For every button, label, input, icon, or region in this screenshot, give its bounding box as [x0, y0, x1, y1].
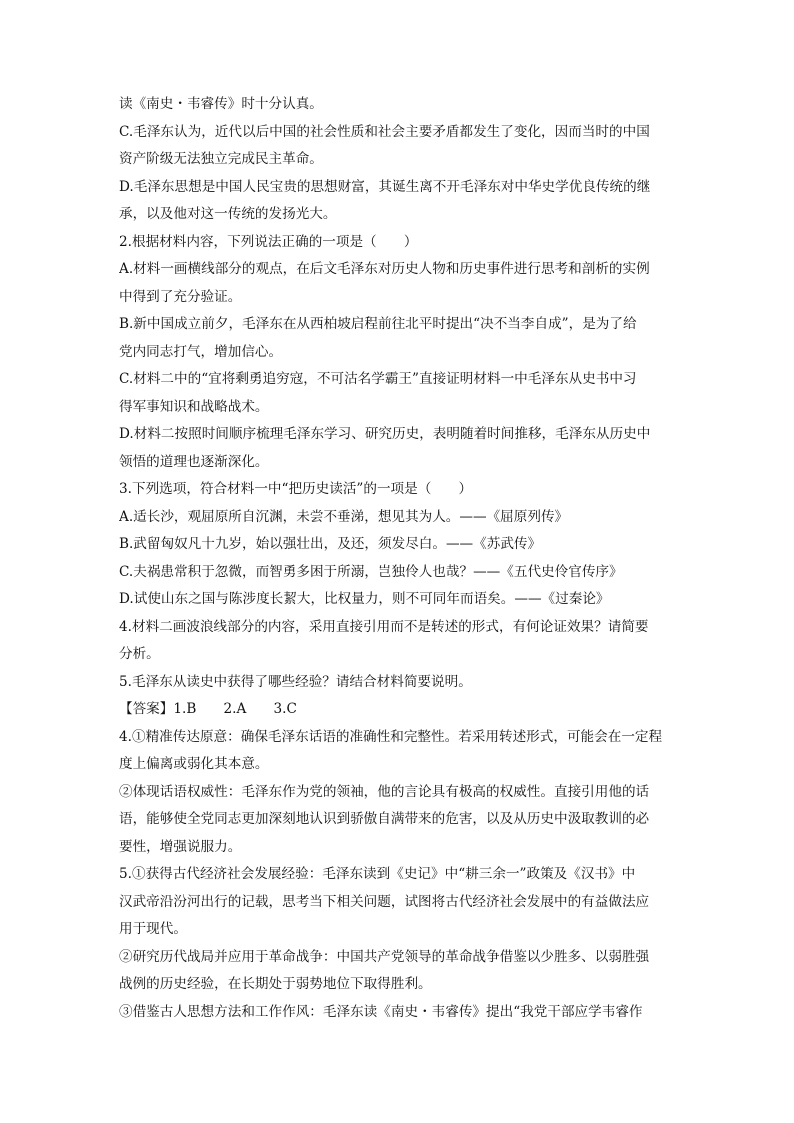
answer-4-point-2: ②体现话语权威性：毛泽东作为党的领袖，他的言论具有极高的权威性。直接引用他的话	[119, 783, 650, 800]
question-2-option-c: C.材料二中的“宜将剩勇追穷寇，不可沽名学霸王”直接证明材料一中毛泽东从史书中习	[119, 371, 637, 387]
text-line: 中得到了充分验证。	[119, 288, 242, 305]
question-3-option-a: A.适长沙，观屈原所自沉渊，未尝不垂涕，想见其为人。——《屈原列传》	[119, 508, 569, 525]
text-line: 承，以及他对这一传统的发扬光大。	[119, 206, 337, 222]
question-3-option-c: C.夫祸患常积于忽微，而智勇多困于所溺，岂独伶人也哉？——《五代史伶官传序》	[119, 563, 623, 580]
text-line: 战例的历史经验，在长期处于弱势地位下取得胜利。	[119, 976, 432, 992]
question-3-option-b: B.武留匈奴凡十九岁，始以强壮出，及还，须发尽白。——《苏武传》	[119, 536, 542, 552]
text-line: 分析。	[119, 646, 160, 662]
answer-5-point-2: ②研究历代战局并应用于革命战争：中国共产党领导的革命战争借鉴以少胜多、以弱胜强	[119, 948, 650, 965]
question-3-stem: 3.下列选项，符合材料一中“把历史读活”的一项是（ ）	[119, 481, 473, 497]
question-2-stem: 2.根据材料内容，下列说法正确的一项是（ ）	[119, 233, 418, 250]
text-line: C.毛泽东认为，近代以后中国的社会性质和社会主要矛盾都发生了变化，因而当时的中国	[119, 123, 650, 140]
document-body	[119, 91, 679, 1026]
text-line: 要性，增强说服力。	[119, 838, 242, 855]
question-2-option-b: B.新中国成立前夕，毛泽东在从西柏坡启程前往北平时提出“决不当李自成”，是为了给	[119, 316, 637, 332]
answer-5-point-1: 5.①获得古代经济社会发展经验：毛泽东读到《史记》中“耕三余一”政策及《汉书》中	[119, 866, 636, 882]
question-2-option-d: D.材料二按照时间顺序梳理毛泽东学习、研究历史，表明随着时间推移，毛泽东从历史中	[119, 426, 651, 442]
question-2-option-a: A.材料一画横线部分的观点，在后文毛泽东对历史人物和历史事件进行思考和剖析的实例	[119, 261, 650, 277]
text-line: 党内同志打气，增加信心。	[119, 343, 283, 360]
text-line: 得军事知识和战略战术。	[119, 398, 269, 415]
answer-4-point-1: 4.①精准传达原意：确保毛泽东话语的准确性和完整性。若采用转述形式，可能会在一定程	[119, 728, 663, 745]
text-line: 汉武帝沿汾河出行的记载，思考当下相关问题，试图将古代经济社会发展中的有益做法应	[119, 893, 650, 910]
text-line: 语，能够使全党同志更加深刻地认识到骄傲自满带来的危害，以及从历史中汲取教训的必	[119, 811, 650, 827]
answer-key: 【答案】1.B 2.A 3.C	[119, 701, 297, 717]
text-line: 领悟的道理也逐渐深化。	[119, 453, 269, 470]
text-line: 用于现代。	[119, 921, 187, 937]
question-5-stem: 5.毛泽东从读史中获得了哪些经验？请结合材料简要说明。	[119, 673, 472, 690]
text-line: 读《南史・韦睿传》时十分认真。	[119, 96, 323, 112]
text-line: D.毛泽东思想是中国人民宝贵的思想财富，其诞生离不开毛泽东对中华史学优良传统的继	[119, 178, 651, 195]
text-line: 资产阶级无法独立完成民主革命。	[119, 151, 323, 167]
question-4-stem: 4.材料二画波浪线部分的内容，采用直接引用而不是转述的形式，有何论证效果？请简要	[119, 618, 649, 635]
question-3-option-d: D.试使山东之国与陈涉度长絜大，比权量力，则不可同年而语矣。——《过秦论》	[119, 591, 610, 607]
answer-5-point-3: ③借鉴古人思想方法和工作作风：毛泽东读《南史・韦睿传》提出“我党干部应学韦睿作	[119, 1003, 643, 1020]
text-line: 度上偏离或弱化其本意。	[119, 756, 269, 772]
